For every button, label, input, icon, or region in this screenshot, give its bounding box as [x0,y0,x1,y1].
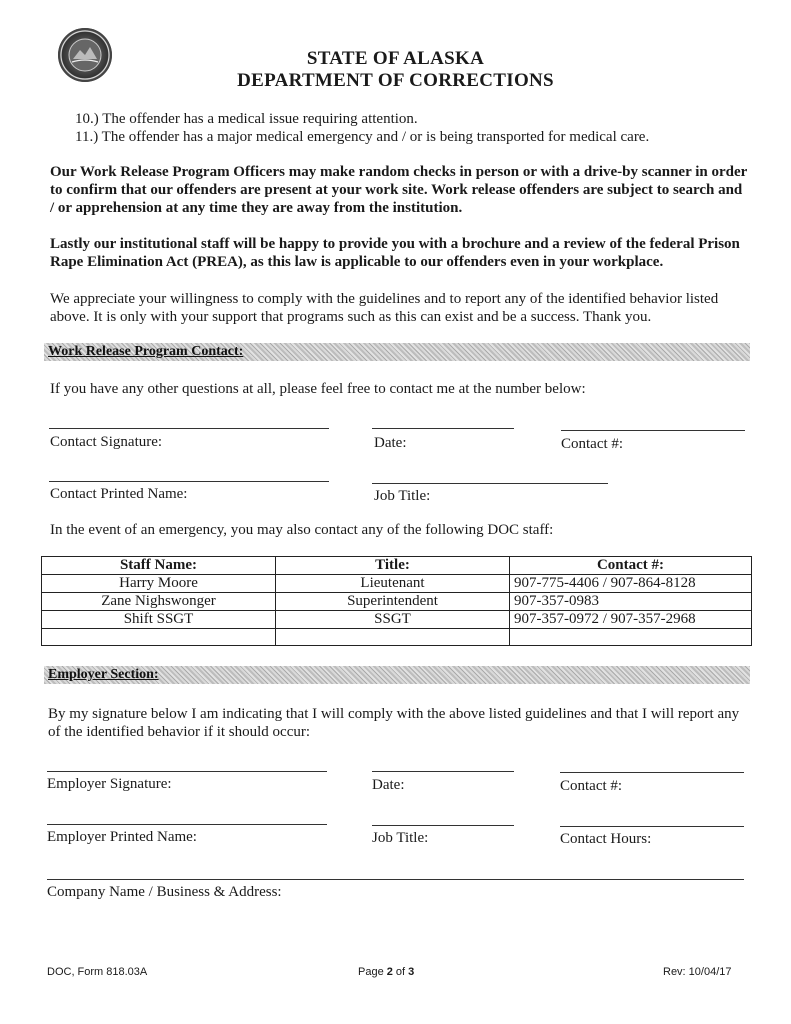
page-mid: of [392,966,409,978]
contact-section-title: Work Release Program Contact: [48,344,244,359]
contact-date-line[interactable] [372,428,514,429]
employer-date-line[interactable] [372,771,514,772]
page-total: 3 [408,966,415,978]
page-number [358,966,414,978]
employer-section-title: Employer Section: [48,667,159,682]
employer-date-label: Date: [372,777,405,793]
contact-job-title-label: Job Title: [374,488,431,504]
list-item-10: 10.) The offender has a medical issue requiring attention. [75,111,418,127]
staff-name-header: Staff Name: [42,557,276,575]
contact-printed-name-label: Contact Printed Name: [50,486,188,502]
staff-contact-cell: 907-775-4406 / 907-864-8128 [510,575,752,593]
company-label: Company Name / Business & Address: [47,884,282,900]
page-prefix: Page [358,966,387,978]
employer-signature-line[interactable] [47,771,327,772]
officers-paragraph: Our Work Release Program Officers may make random checks in person or with a drive-by scanner in order to confirm that our offenders are present at your work site. Work release offenders are subject to search and / or apprehension at any time they are away from the institution. [50,164,748,216]
appreciate-paragraph: We appreciate your willingness to comply with the guidelines and to report any of the identified behavior listed above. It is only with your support that programs such as this can exist and be a success. Thank you. [50,291,719,325]
employer-contact-hours-label: Contact Hours: [560,831,652,847]
staff-name-cell: Zane Nighswonger [42,593,276,611]
staff-title-cell: Superintendent [276,593,510,611]
contact-number-line[interactable] [561,430,745,431]
list-item-11: 11.) The offender has a major medical emergency and / or is being transported for medical care. [75,129,650,145]
contact-signature-line[interactable] [49,428,329,429]
revision-date: Rev: 10/04/17 [663,966,732,978]
staff-title-cell [276,629,510,646]
contact-signature-label: Contact Signature: [50,434,163,450]
employer-contact-number-line[interactable] [560,772,744,773]
emergency-text: In the event of an emergency, you may also contact any of the following DOC staff: [50,522,554,538]
form-id: DOC, Form 818.03A [47,966,148,978]
table-row [42,575,752,593]
staff-table-header-row [42,557,752,575]
header-state: STATE OF ALASKA [306,48,485,69]
contact-number-label: Contact #: [561,436,624,452]
employer-printed-name-line[interactable] [47,824,327,825]
contact-printed-name-line[interactable] [49,481,329,482]
table-row [42,629,752,646]
prea-paragraph: Lastly our institutional staff will be happy to provide you with a brochure and a review of the federal Prison Rape Elimination Act (PREA), as this law is applicable to our offenders even in your workplace. [50,236,740,270]
staff-contact-cell: 907-357-0972 / 907-357-2968 [510,611,752,629]
page-current: 2 [386,966,393,978]
staff-title-cell: SSGT [276,611,510,629]
staff-name-cell: Harry Moore [42,575,276,593]
staff-contact-cell [510,629,752,646]
employer-section-header [44,666,750,684]
employer-signature-label: Employer Signature: [47,776,172,792]
employer-job-title-label: Job Title: [372,830,429,846]
contact-date-label: Date: [374,435,407,451]
employer-printed-name-label: Employer Printed Name: [47,829,197,845]
table-row [42,593,752,611]
employer-intro: By my signature below I am indicating that I will comply with the above listed guidelines and that I will report any of the identified behavior if it should occur: [48,706,740,740]
staff-name-cell [42,629,276,646]
staff-name-cell: Shift SSGT [42,611,276,629]
staff-contact-header: Contact #: [510,557,752,575]
employer-job-title-line[interactable] [372,825,514,826]
employer-contact-hours-line[interactable] [560,826,744,827]
contact-job-title-line[interactable] [372,483,608,484]
staff-title-cell: Lieutenant [276,575,510,593]
contact-section-header [44,343,750,361]
table-row [42,611,752,629]
staff-table [41,556,752,646]
header-department: DEPARTMENT OF CORRECTIONS [237,70,554,91]
employer-contact-number-label: Contact #: [560,778,623,794]
contact-intro: If you have any other questions at all, please feel free to contact me at the number below: [50,381,586,397]
staff-title-header: Title: [276,557,510,575]
staff-contact-cell: 907-357-0983 [510,593,752,611]
company-line[interactable] [47,879,744,880]
